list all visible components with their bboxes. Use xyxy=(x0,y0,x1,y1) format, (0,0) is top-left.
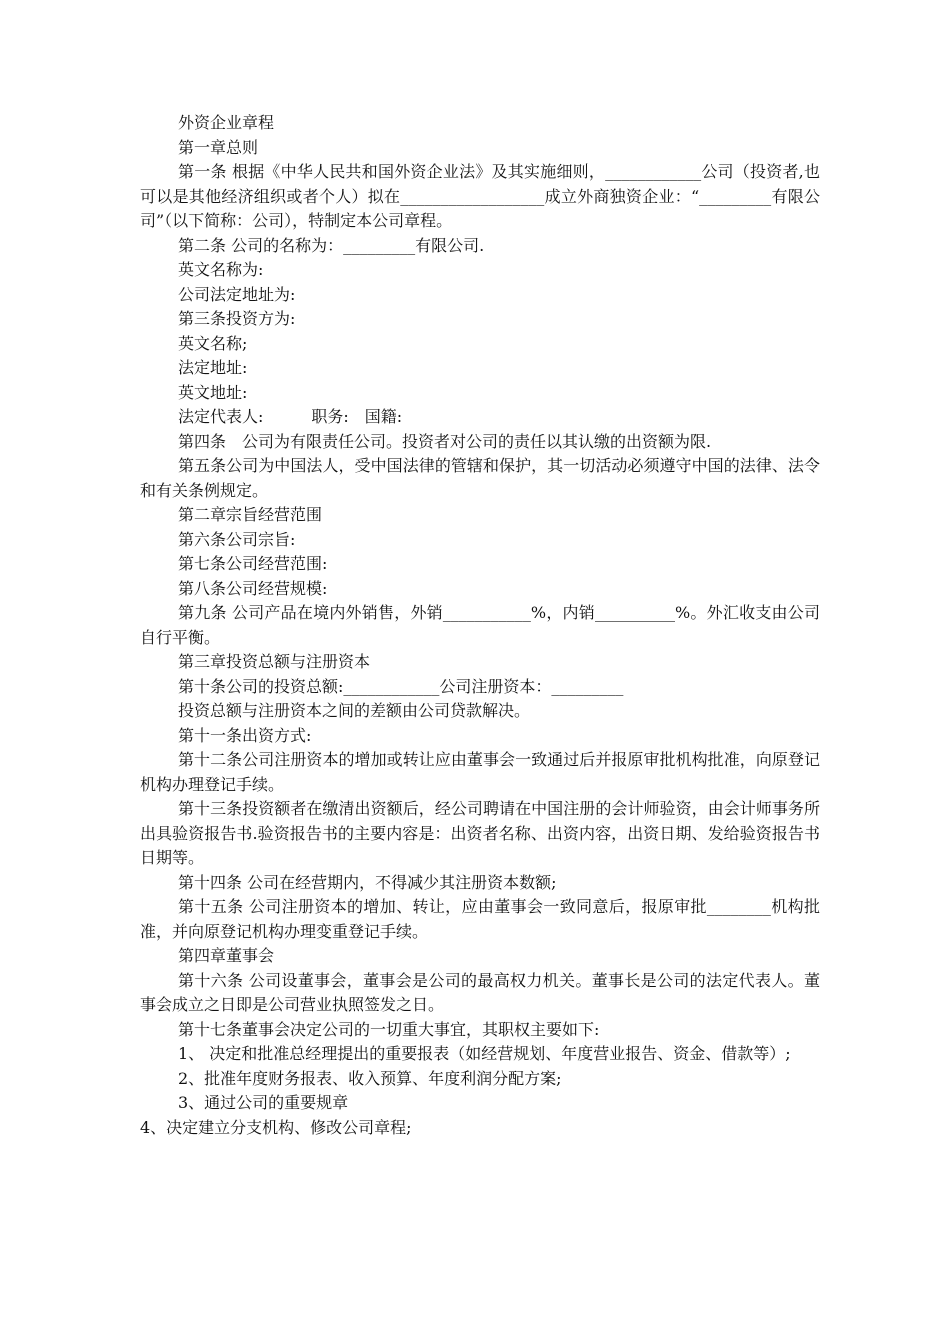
article-paragraph: 第十四条 公司在经营期内，不得减少其注册资本数额; xyxy=(178,872,557,892)
list-item: 3、通过公司的重要规章 xyxy=(178,1093,349,1112)
field-line: 英文地址: xyxy=(178,382,248,402)
field-line: 英文名称; xyxy=(178,333,248,353)
list-item: 4、决定建立分支机构、修改公司章程; xyxy=(140,1117,412,1137)
article-paragraph: 第六条公司宗旨: xyxy=(178,529,296,549)
article-paragraph: 第七条公司经营范围: xyxy=(178,554,328,573)
article-paragraph: 第十六条 公司设董事会，董事会是公司的最高权力机关。董事长是公司的法定代表人。董事会成立之日即是公司营业执照签发之日。 xyxy=(140,970,820,1014)
article-paragraph: 第五条公司为中国法人，受中国法律的管辖和保护，其一切活动必须遵守中国的法律、法令和有关条例规定。 xyxy=(140,456,820,500)
article-paragraph: 第九条 公司产品在境内外销售，外销___________%，内销__________%。外汇收支由公司自行平衡。 xyxy=(140,603,820,647)
article-paragraph: 第三条投资方为: xyxy=(178,309,296,328)
article-paragraph: 投资总额与注册资本之间的差额由公司贷款解决。 xyxy=(178,701,531,720)
document-body xyxy=(140,111,820,1140)
chapter-heading: 第一章总则 xyxy=(178,137,259,157)
article-paragraph: 第八条公司经营规模: xyxy=(178,578,328,598)
chapter-heading: 第二章宗旨经营范围 xyxy=(178,505,323,524)
field-line: 英文名称为: xyxy=(178,260,264,279)
article-paragraph: 第二条 公司的名称为：_________有限公司. xyxy=(178,235,485,255)
field-line: 法定代表人: 职务: 国籍: xyxy=(178,407,403,426)
article-paragraph: 第十一条出资方式: xyxy=(178,725,312,745)
field-line: 公司法定地址为: xyxy=(178,284,296,304)
article-paragraph: 第十二条公司注册资本的增加或转让应由董事会一致通过后并报原审批机构批准，向原登记机构办理登记手续。 xyxy=(140,750,820,794)
article-paragraph: 第一条 根据《中华人民共和国外资企业法》及其实施细则，____________公司（投资者,也可以是其他经济组织或者个人）拟在__________________成立外商独资企业：“_________有限公司”（以下简称：公司），特制定本公司章程。 xyxy=(140,162,820,230)
article-paragraph: 第十七条董事会决定公司的一切重大事宜，其职权主要如下: xyxy=(178,1019,600,1039)
article-paragraph: 第四条 公司为有限责任公司。投资者对公司的责任以其认缴的出资额为限. xyxy=(178,431,712,451)
list-item: 1、 决定和批准总经理提出的重要报表（如经营规划、年度营业报告、资金、借款等）; xyxy=(178,1044,791,1063)
article-paragraph: 第十五条 公司注册资本的增加、转让，应由董事会一致同意后，报原审批________机构批准，并向原登记机构办理变重登记手续。 xyxy=(140,897,820,941)
chapter-heading: 第三章投资总额与注册资本 xyxy=(178,652,371,671)
chapter-heading: 第四章董事会 xyxy=(178,946,275,965)
document-title: 外资企业章程 xyxy=(178,113,275,132)
article-paragraph: 第十条公司的投资总额:____________公司注册资本：_________ xyxy=(178,676,624,696)
article-paragraph: 第十三条投资额者在缴清出资额后，经公司聘请在中国注册的会计师验资，由会计师事务所出具验资报告书.验资报告书的主要内容是：出资者名称、出资内容，出资日期、发给验资报告书日期等。 xyxy=(140,799,820,867)
field-line: 法定地址: xyxy=(178,358,248,377)
list-item: 2、批准年度财务报表、收入预算、年度利润分配方案; xyxy=(178,1068,562,1088)
